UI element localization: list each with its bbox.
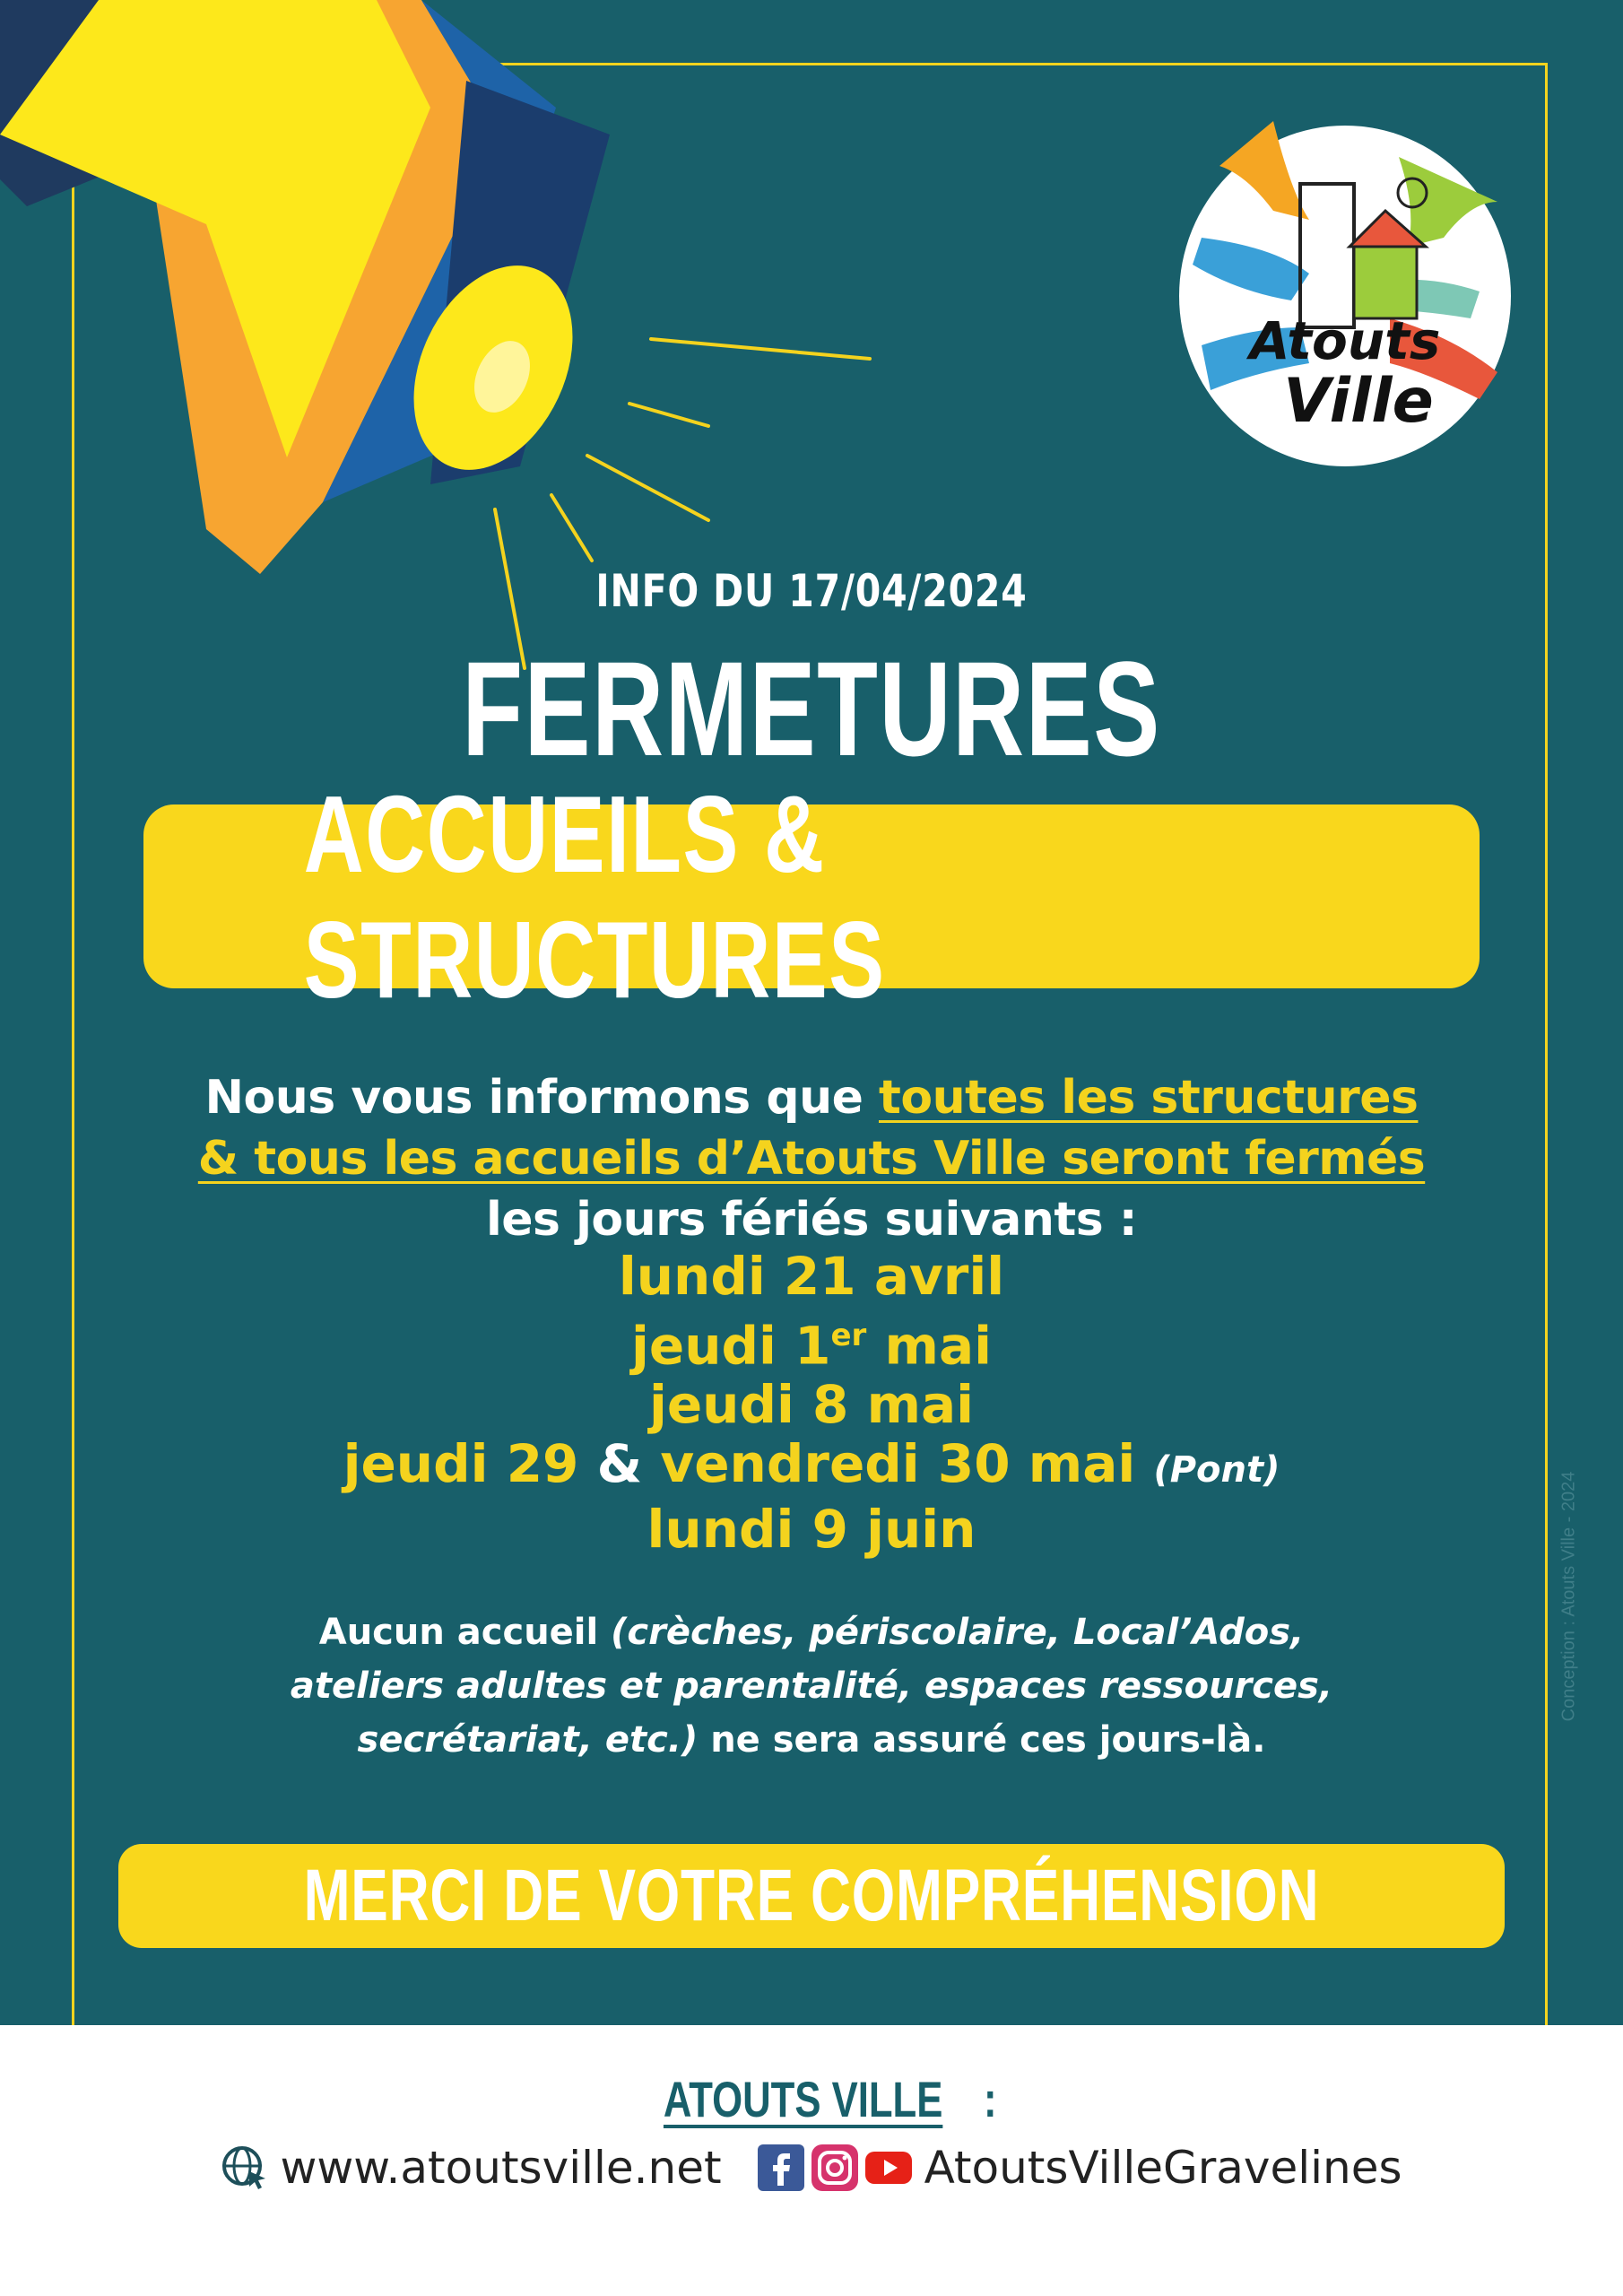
footer-title: ATOUTS VILLE: [663,2071,997,2127]
intro-tail: les jours fériés suivants : [485,1193,1138,1247]
date-item: lundi 21 avril [618,1246,1005,1307]
pont-note: (Pont) [1153,1449,1280,1492]
page-title: FERMETURES [462,633,1161,784]
date-item: lundi 9 juin [647,1499,976,1561]
intro-highlight-accueils: & tous les accueils d’Atouts Ville seront fermés [197,1132,1426,1186]
footer-brand: ATOUTS VILLE [663,2071,943,2127]
notice-paragraph: Aucun accueil (crèches, périscolaire, Local’Ados, ateliers adultes et parentalité, espaces ressources, secrétariat, etc.) ne sera assuré ces jours-là. [290,1612,1333,1761]
subtitle: ACCUEILS & STRUCTURES [303,772,886,1021]
youtube-icon[interactable] [865,2144,912,2191]
design-credit: Conception : Atouts Ville - 2024 [1558,1471,1579,1722]
website-link[interactable]: www.atoutsville.net [280,2142,722,2194]
logo-text-ville: Ville [1283,366,1434,437]
date-item: jeudi 1er mai [631,1315,992,1377]
intro-paragraph [90,1067,1533,1250]
globe-icon [221,2144,267,2191]
date-item: jeudi 29 & vendredi 30 mai (Pont) [343,1433,1280,1495]
date-item: jeudi 8 mai [648,1374,975,1436]
facebook-icon[interactable] [758,2144,804,2191]
intro-highlight-structures: toutes les structures [878,1071,1419,1125]
social-handle[interactable]: AtoutsVilleGravelines [924,2142,1402,2194]
logo-text-atouts: Atouts [1249,310,1441,371]
footer-contact [0,2136,1623,2199]
info-date: INFO DU 17/04/2024 [595,565,1028,617]
atouts-ville-logo [1166,103,1524,480]
intro-lead: Nous vous informons que [204,1071,879,1125]
subtitle-banner [143,772,1480,1021]
instagram-icon[interactable] [812,2144,858,2191]
thanks-banner [118,1844,1505,1948]
thanks-text: MERCI DE VOTRE COMPRÉHENSION [303,1855,1320,1936]
closure-dates [90,1247,1533,1559]
